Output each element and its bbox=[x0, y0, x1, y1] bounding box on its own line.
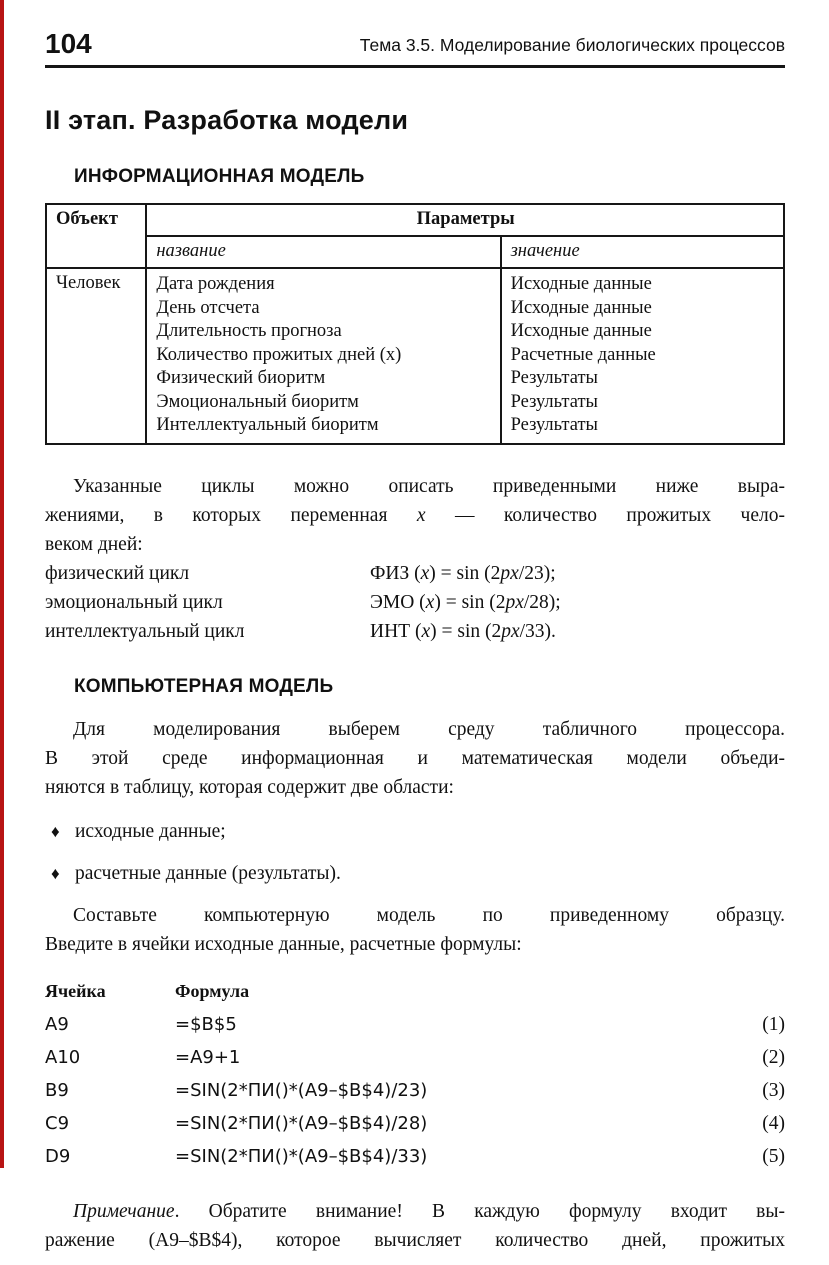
variable-px: px bbox=[501, 620, 520, 642]
formula-text: /28); bbox=[523, 591, 561, 613]
cycle-formula bbox=[370, 617, 556, 646]
cycle-row-emotional bbox=[45, 588, 785, 617]
cell-ref: B9 bbox=[45, 1079, 69, 1101]
param-name-cell bbox=[146, 268, 500, 444]
table-cell-line: Дата рождения bbox=[156, 274, 275, 294]
formula-text: ФИЗ ( bbox=[370, 562, 421, 584]
formula-text: ) = sin (2 bbox=[429, 562, 501, 584]
cell-formula: =A9+1 bbox=[175, 1046, 241, 1068]
list-item-text: исходные данные; bbox=[75, 820, 226, 842]
variable-px: px bbox=[500, 562, 519, 584]
paragraph-line: веком дней: bbox=[45, 533, 143, 555]
page-title: II этап. Разработка модели bbox=[45, 105, 409, 135]
equation-number: (2) bbox=[762, 1046, 785, 1068]
paragraph-line bbox=[45, 501, 785, 530]
formula-text: ИНТ ( bbox=[370, 620, 422, 642]
equation-number: (4) bbox=[762, 1112, 785, 1134]
paragraph-text: — количество прожитых чело- bbox=[425, 504, 785, 526]
info-model-heading: ИНФОРМАЦИОННАЯ МОДЕЛЬ bbox=[74, 166, 365, 187]
paragraph-line: Введите в ячейки исходные данные, расчетные формулы: bbox=[45, 933, 522, 955]
object-cell: Человек bbox=[46, 268, 146, 444]
col-header-object: Объект bbox=[46, 204, 146, 268]
col-header-formula: Формула bbox=[175, 980, 250, 1001]
variable-px: px bbox=[505, 591, 524, 613]
computer-model-heading: КОМПЬЮТЕРНАЯ МОДЕЛЬ bbox=[74, 675, 334, 697]
formula-table-header bbox=[45, 975, 785, 1008]
table-cell-line: Длительность прогноза bbox=[156, 321, 342, 341]
formula-text: /33). bbox=[519, 620, 556, 642]
paragraph-line: няются в таблицу, которая содержит две области: bbox=[45, 776, 454, 798]
paragraph-line: Составьте компьютерную модель по приведенному образцу. bbox=[73, 904, 785, 926]
list-item bbox=[45, 817, 785, 846]
formula-table bbox=[45, 975, 785, 1173]
table-cell-line: Исходные данные bbox=[510, 321, 652, 341]
equation-number: (5) bbox=[762, 1145, 785, 1167]
list-item bbox=[45, 859, 785, 888]
cycle-formula-list bbox=[45, 559, 785, 646]
page-number: 104 bbox=[45, 28, 92, 59]
cell-formula: =$B$5 bbox=[175, 1013, 237, 1035]
variable-x: x bbox=[425, 591, 435, 613]
table-cell-line: Исходные данные bbox=[510, 274, 652, 294]
paragraph-line bbox=[45, 1197, 785, 1226]
paragraph-line: Указанные циклы можно описать приведенными ниже выра- bbox=[73, 475, 785, 497]
cycle-formula bbox=[370, 588, 561, 617]
table-cell-line: Исходные данные bbox=[510, 297, 652, 318]
paragraph-line: ражение (A9–$B$4), которое вычисляет количество дней, прожитых bbox=[45, 1229, 785, 1251]
paragraph-line: В этой среде информационная и математическая модели объеди- bbox=[45, 747, 785, 769]
task-paragraph bbox=[45, 901, 785, 959]
col-header-cell: Ячейка bbox=[45, 980, 106, 1001]
cycle-row-intellectual bbox=[45, 617, 785, 646]
cell-formula: =SIN(2*ПИ()*(A9–$B$4)/23) bbox=[175, 1079, 428, 1101]
cell-ref: A10 bbox=[45, 1046, 81, 1068]
table-cell-line: День отсчета bbox=[156, 297, 260, 318]
computer-model-paragraph bbox=[45, 715, 785, 802]
page-header bbox=[45, 30, 785, 58]
equation-number: (1) bbox=[762, 1013, 785, 1035]
paragraph-text: . Обратите внимание! В каждую формулу входит вы- bbox=[174, 1200, 785, 1222]
table-cell-line: Результаты bbox=[510, 368, 598, 388]
table-row bbox=[45, 1041, 785, 1074]
cell-formula: =SIN(2*ПИ()*(A9–$B$4)/28) bbox=[175, 1112, 428, 1134]
table-cell-line: Количество прожитых дней (x) bbox=[156, 344, 402, 365]
diamond-bullet-icon: ♦ bbox=[51, 821, 60, 841]
variable-x: x bbox=[416, 504, 426, 526]
bullet-list bbox=[45, 817, 785, 888]
formula-text: ) = sin (2 bbox=[430, 620, 502, 642]
table-row bbox=[45, 1107, 785, 1140]
col-header-name: название bbox=[146, 236, 500, 268]
table-header-row bbox=[46, 204, 784, 236]
param-value-cell bbox=[501, 268, 784, 444]
table-row bbox=[45, 1008, 785, 1041]
col-header-value: значение bbox=[501, 236, 784, 268]
variable-x: x bbox=[420, 562, 430, 584]
table-cell-line: Интеллектуальный биоритм bbox=[156, 415, 379, 435]
cell-formula: =SIN(2*ПИ()*(A9–$B$4)/33) bbox=[175, 1145, 428, 1167]
cell-ref: C9 bbox=[45, 1112, 70, 1134]
table-cell-line: Результаты bbox=[510, 391, 598, 412]
table-cell-line: Эмоциональный биоритм bbox=[156, 391, 359, 412]
cycle-row-physical bbox=[45, 559, 785, 588]
table-body-row bbox=[46, 268, 784, 444]
cell-ref: A9 bbox=[45, 1013, 69, 1035]
list-item-text: расчетные данные (результаты). bbox=[75, 862, 341, 884]
note-lead: Примечание bbox=[73, 1200, 175, 1222]
paragraph-line: Для моделирования выберем среду табличного процессора. bbox=[73, 718, 785, 740]
cycle-label: физический цикл bbox=[45, 562, 190, 584]
table-cell-line: Физический биоритм bbox=[156, 368, 326, 388]
formula-text: ЭМО ( bbox=[370, 591, 426, 613]
formula-text: /23); bbox=[518, 562, 556, 584]
variable-x: x bbox=[421, 620, 431, 642]
header-rule bbox=[45, 65, 785, 68]
cycle-label: интеллектуальный цикл bbox=[45, 620, 245, 642]
cycle-formula bbox=[370, 559, 556, 588]
info-model-table bbox=[45, 203, 785, 445]
running-head: Тема 3.5. Моделирование биологических процессов bbox=[359, 35, 785, 55]
paragraph-text: жениями, в которых переменная bbox=[45, 504, 417, 526]
table-subheader-row bbox=[46, 236, 784, 268]
note-paragraph bbox=[45, 1197, 785, 1255]
table-cell-line: Результаты bbox=[510, 415, 598, 435]
diamond-bullet-icon: ♦ bbox=[51, 863, 60, 883]
col-header-params: Параметры bbox=[146, 204, 784, 236]
cycle-label: эмоциональный цикл bbox=[45, 591, 223, 613]
formula-text: ) = sin (2 bbox=[434, 591, 506, 613]
cell-ref: D9 bbox=[45, 1145, 71, 1167]
equation-number: (3) bbox=[762, 1079, 785, 1101]
intro-paragraph bbox=[45, 472, 785, 559]
table-cell-line: Расчетные данные bbox=[510, 344, 656, 365]
table-row bbox=[45, 1074, 785, 1107]
